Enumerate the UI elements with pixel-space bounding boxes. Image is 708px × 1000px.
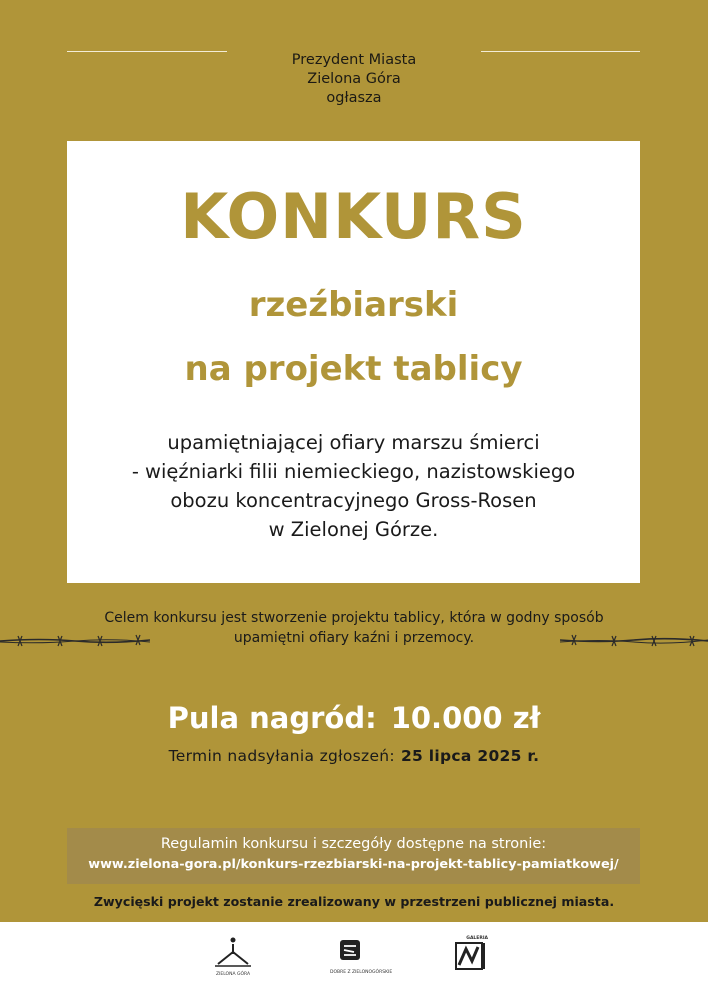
galeria-logo — [448, 936, 488, 975]
barbed-wire-right-icon — [560, 632, 708, 650]
winner-note: Zwycięski projekt zostanie zrealizowany w przestrzeni publicznej miasta. — [93, 894, 615, 909]
description — [67, 428, 640, 544]
zielona-gora-logo — [210, 936, 256, 977]
rules-link[interactable]: www.zielona-gora.pl/konkurs-rzezbiarski-na-projekt-tablicy-pamiatkowej/ — [88, 857, 619, 872]
footer-logos — [0, 922, 708, 1000]
issuer-line-1: Prezydent Miasta — [291, 52, 417, 68]
city-logo-icon — [210, 936, 256, 968]
goal-line-1: Celem konkursu jest stworzenie projektu tablicy, która w godny sposób — [104, 610, 604, 626]
issuer-line-3: ogłasza — [326, 90, 382, 106]
issuer-line-2: Zielona Góra — [307, 71, 401, 87]
issuer-block — [0, 51, 708, 108]
headline-title: KONKURS — [180, 180, 527, 253]
barbed-wire-left-icon — [0, 632, 150, 650]
dobre-logo-icon — [330, 938, 370, 966]
deadline — [0, 743, 708, 769]
headline-subtitle-2: na projekt tablicy — [184, 349, 523, 389]
goal-line-2: upamiętni ofiary kaźni i przemocy. — [233, 630, 475, 646]
galeria-logo-icon — [448, 941, 488, 971]
description-line-1: upamiętniającej ofiary marszu śmierci — [167, 431, 540, 454]
description-line-4: w Zielonej Górze. — [268, 518, 439, 541]
description-line-3: obozu koncentracyjnego Gross-Rosen — [170, 489, 537, 512]
deadline-label: Termin nadsyłania zgłoszeń: — [168, 747, 395, 765]
prize-amount: 10.000 zł — [390, 701, 541, 735]
rules-box — [67, 828, 640, 884]
headline-subtitle-1: rzeźbiarski — [248, 285, 459, 325]
prize-label: Pula nagród: — [167, 701, 377, 735]
rules-text: Regulamin konkursu i szczegóły dostępne na stronie: — [160, 836, 547, 852]
dobre-zielonogorskie-logo — [330, 938, 393, 975]
description-line-2: - więźniarki filii niemieckiego, nazistowskiego — [131, 460, 576, 483]
prize-pool — [0, 697, 708, 739]
logo2-caption: DOBRE Z ZIELONOGÓRSKIE — [330, 970, 393, 975]
deadline-date: 25 lipca 2025 r. — [400, 747, 540, 765]
logo3-caption: GALERIA — [466, 936, 488, 941]
logo1-caption: ZIELONA GÓRA — [215, 972, 251, 977]
